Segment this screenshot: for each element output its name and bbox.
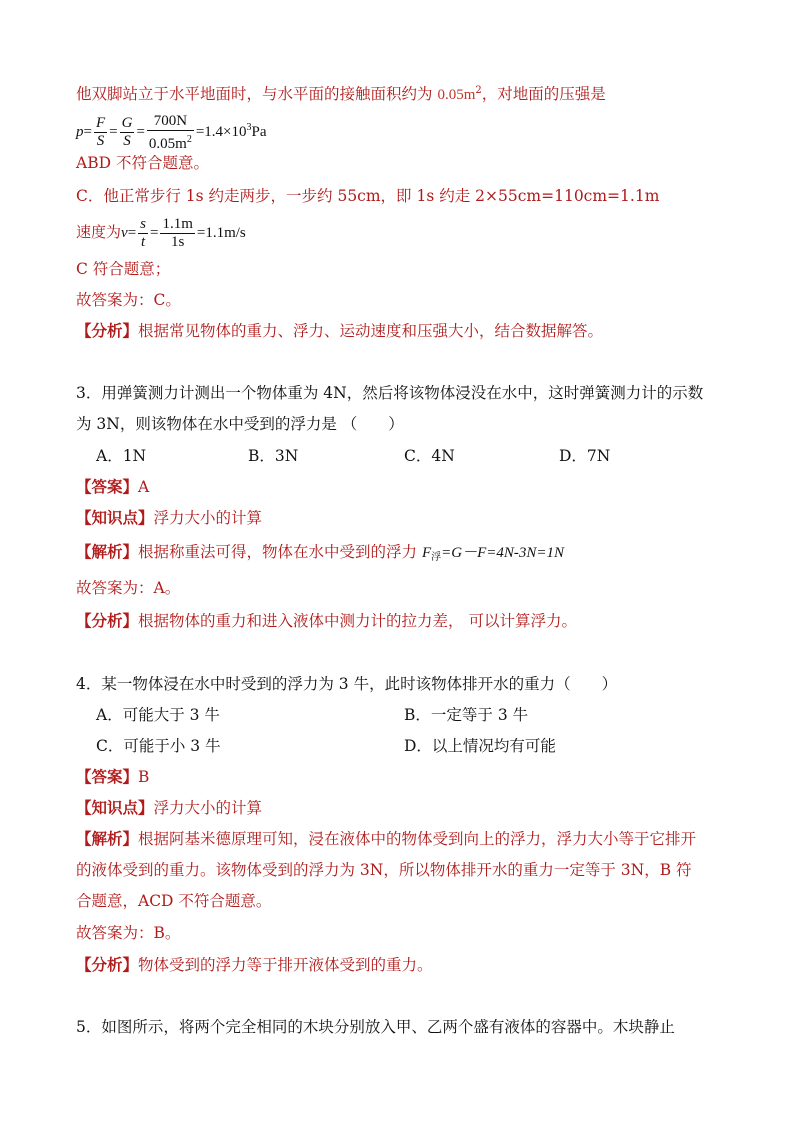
q4-option-a: A．可能大于 3 牛: [96, 706, 220, 724]
q3-analysis-text: 根据物体的重力和进入液体中测力计的拉力差， 可以计算浮力。: [138, 612, 577, 630]
q4-kp-tag: 【知识点】: [76, 798, 154, 817]
q3-answer-value: A: [138, 478, 150, 496]
q3-answer: [76, 476, 744, 498]
formula-F: F: [95, 115, 106, 132]
speed-v: v: [121, 225, 128, 241]
q3-answer-tag: 【答案】: [76, 477, 139, 496]
pressure-intro-line: [76, 80, 744, 106]
q3-knowledge-point: [76, 507, 744, 529]
formula-denominator-exp: 2: [186, 133, 192, 145]
q4-stem: 4．某一物体浸在水中时受到的浮力为 3 牛，此时该物体排开水的重力（ ）: [76, 675, 618, 693]
q4-exp-text1: 根据阿基米德原理可知，浸在液体中的物体受到向上的浮力，浮力大小等于它排开: [138, 830, 697, 848]
q4-option-d: D．以上情况均有可能: [404, 737, 556, 755]
q4-analysis-text: 物体受到的浮力等于排开液体受到的重力。: [138, 956, 433, 974]
formula-S1: S: [96, 133, 105, 150]
q4-answer-tag: 【答案】: [76, 767, 139, 786]
q3-exp-tag: 【解析】: [76, 542, 139, 561]
q4-analysis: [76, 954, 744, 976]
speed-label: 速度为: [76, 223, 122, 241]
q3-stem-line1: 3．用弹簧测力计测出一个物体重为 4N，然后将该物体浸没在水中，这时弹簧测力计的示数: [76, 384, 704, 402]
q4-exp-tag: 【解析】: [76, 829, 139, 848]
q4-answer-value: B: [138, 768, 150, 786]
q3-buoyancy-subscript: 浮: [431, 552, 442, 563]
q3-buoyancy-symbol: F: [421, 545, 432, 561]
speed-s: s: [140, 216, 146, 233]
q3-option-d: D．7N: [559, 447, 611, 465]
q3-exp-text: 根据称重法可得，物体在水中受到的浮力: [138, 543, 418, 561]
q3-option-b: B．3N: [248, 447, 299, 465]
speed-t: t: [140, 234, 146, 251]
q5-stem-line1: 5．如图所示，将两个完全相同的木块分别放入甲、乙两个盛有液体的容器中。木块静止: [76, 1018, 675, 1036]
q4-option-b: B．一定等于 3 牛: [404, 706, 529, 724]
analysis-line-1: [76, 320, 744, 342]
c-correct-line: C 符合题意；: [76, 260, 171, 278]
q3-explanation: [76, 541, 744, 569]
q4-explanation-line2: 的液体受到的重力。该物体受到的浮力为 3N，所以物体排开水的重力一定等于 3N，B 符: [76, 861, 692, 879]
formula-result: =1.4×10: [195, 124, 247, 140]
area-value: 0.05m: [437, 87, 476, 103]
formula-p: p: [76, 124, 84, 140]
abd-line: ABD 不符合题意。: [76, 154, 209, 172]
answer-line-1: 故答案为：C。: [76, 291, 181, 309]
pressure-formula: p= $\frac{F}{S}$ = $\frac{G}{S}$ = $\frac{700N}{0.05m^2}$ $=1.4\times 10^3Pa$: [76, 112, 267, 152]
q3-kp-tag: 【知识点】: [76, 508, 154, 527]
q3-stem-line2: 为 3N，则该物体在水中受到的浮力是 （ ）: [76, 415, 404, 433]
q4-explanation-line1: [76, 828, 744, 850]
analysis-tag: 【分析】: [76, 321, 139, 340]
q4-option-c: C．可能于小 3 牛: [96, 737, 221, 755]
q3-final-answer: 故答案为：A。: [76, 579, 181, 597]
q4-answer: [76, 766, 744, 788]
speed-formula: 速度为v= $\frac{s}{t}$ = $\frac{1.1m}{1s}$ =1.1m/s: [76, 216, 246, 251]
formula-G: G: [121, 115, 133, 132]
q4-final-answer: 故答案为：B。: [76, 924, 181, 942]
speed-result: =1.1m/s: [196, 225, 246, 241]
q3-analysis-tag: 【分析】: [76, 611, 139, 630]
q4-analysis-tag: 【分析】: [76, 955, 139, 974]
q4-knowledge-point: [76, 797, 744, 819]
q4-kp-text: 浮力大小的计算: [153, 799, 263, 817]
pressure-intro-tail: ，对地面的压强是: [481, 85, 606, 103]
analysis-text: 根据常见物体的重力、浮力、运动速度和压强大小，结合数据解答。: [138, 322, 604, 340]
formula-numerator: 700N: [147, 113, 194, 131]
formula-S2: S: [123, 133, 131, 150]
speed-denominator: 1s: [171, 234, 185, 251]
walking-line: C．他正常步行 1s 约走两步，一步约 55cm，即 1s 约走 2×55cm=110cm=1.1m: [76, 187, 660, 205]
q3-option-a: A．1N: [96, 447, 147, 465]
speed-numerator: 1.1m: [162, 216, 193, 233]
formula-denominator: 0.05m: [148, 135, 187, 152]
q4-explanation-line3: 合题意，ACD 不符合题意。: [76, 892, 272, 910]
q3-buoyancy-equation: =G－F=4N-3N=1N: [441, 545, 565, 561]
area-exponent: 2: [475, 85, 482, 96]
q3-kp-text: 浮力大小的计算: [153, 509, 263, 527]
q3-analysis: [76, 610, 744, 632]
formula-result-exp: 3: [246, 122, 252, 133]
q3-option-c: C．4N: [404, 447, 455, 465]
pressure-intro-text: 他双脚站立于水平地面时，与水平面的接触面积约为: [76, 85, 433, 103]
formula-unit: Pa: [251, 124, 267, 140]
